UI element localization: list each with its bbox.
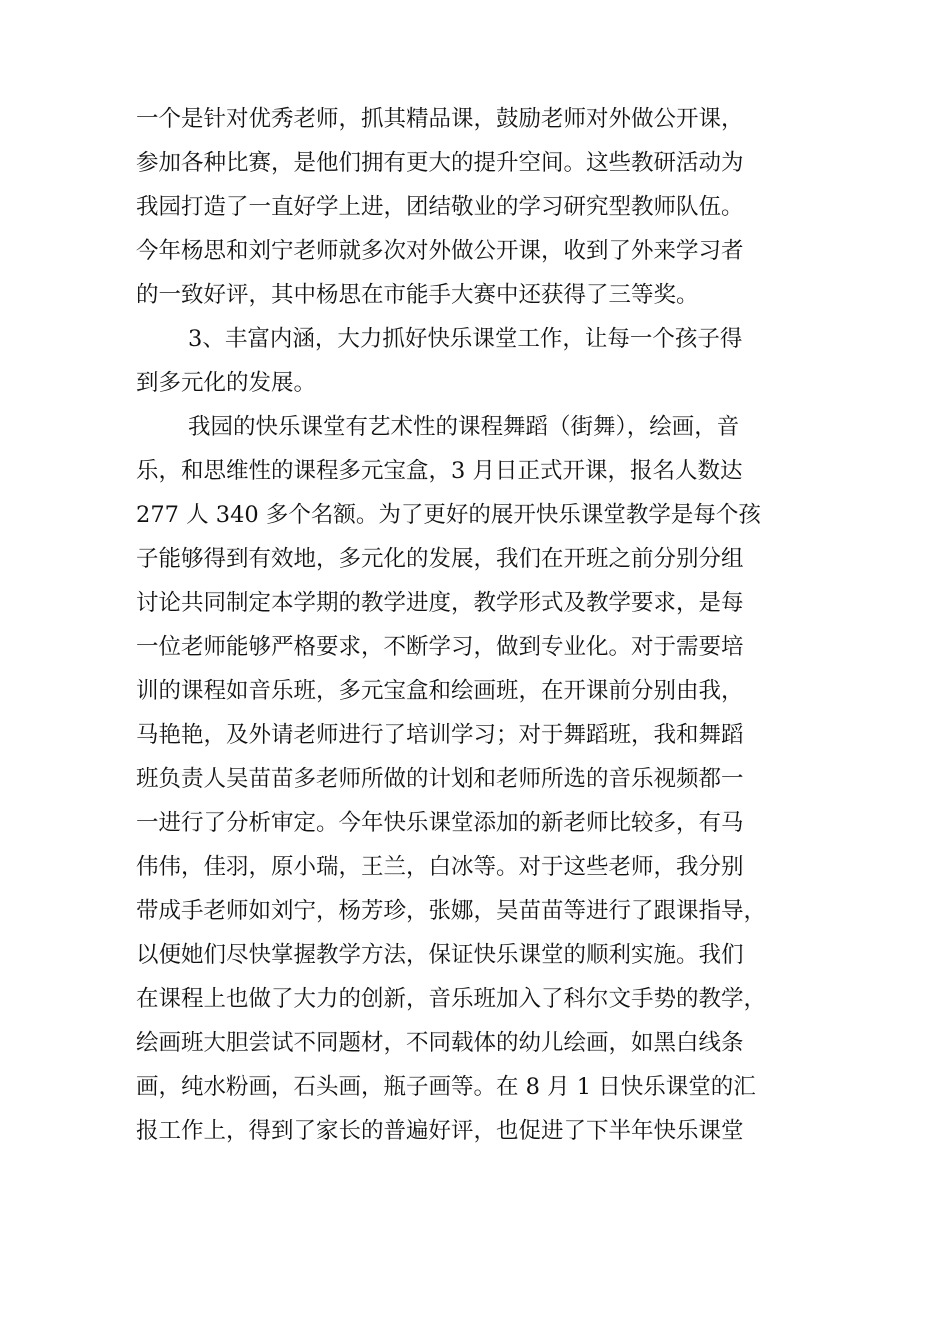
text-line: 绘画班大胆尝试不同题材，不同载体的幼儿绘画，如黑白线条 — [136, 1030, 744, 1056]
text-line: 一个是针对优秀老师，抓其精品课，鼓励老师对外做公开课， — [136, 106, 744, 132]
text-line: 在课程上也做了大力的创新，音乐班加入了科尔文手势的教学， — [136, 986, 767, 1012]
text-line: 今年杨思和刘宁老师就多次对外做公开课，收到了外来学习者 — [136, 238, 744, 264]
text-line: 子能够得到有效地，多元化的发展，我们在开班之前分别分组 — [136, 546, 744, 572]
text-line: 以便她们尽快掌握教学方法，保证快乐课堂的顺利实施。我们 — [136, 942, 744, 968]
text-line: 伟伟，佳羽，原小瑞，王兰，白冰等。对于这些老师，我分别 — [136, 854, 744, 880]
text-line: 我园打造了一直好学上进，团结敬业的学习研究型教师队伍。 — [136, 194, 744, 220]
section-heading: 3、丰富内涵，大力抓好快乐课堂工作，让每一个孩子得 — [188, 326, 743, 352]
text-line: 画，纯水粉画，石头画，瓶子画等。在 8 月 1 日快乐课堂的汇 — [136, 1074, 756, 1100]
text-line: 277 人 340 多个名额。为了更好的展开快乐课堂教学是每个孩 — [136, 502, 761, 528]
body-text — [136, 97, 836, 1153]
text-line: 班负责人吴苗苗多老师所做的计划和老师所选的音乐视频都一 — [136, 766, 744, 792]
text-line: 一进行了分析审定。今年快乐课堂添加的新老师比较多，有马 — [136, 810, 744, 836]
text-line: 训的课程如音乐班，多元宝盒和绘画班，在开课前分别由我， — [136, 678, 744, 704]
text-line: 带成手老师如刘宁，杨芳珍，张娜，吴苗苗等进行了跟课指导， — [136, 898, 767, 924]
text-line: 讨论共同制定本学期的教学进度，教学形式及教学要求，是每 — [136, 590, 744, 616]
text-line: 报工作上，得到了家长的普遍好评，也促进了下半年快乐课堂 — [136, 1118, 744, 1144]
paragraph-start-line: 我园的快乐课堂有艺术性的课程舞蹈（街舞），绘画，音 — [188, 414, 740, 440]
text-line: 马艳艳，及外请老师进行了培训学习；对于舞蹈班，我和舞蹈 — [136, 722, 744, 748]
text-line: 一位老师能够严格要求，不断学习，做到专业化。对于需要培 — [136, 634, 744, 660]
text-line: 的一致好评，其中杨思在市能手大赛中还获得了三等奖。 — [136, 282, 699, 308]
text-line: 乐，和思维性的课程多元宝盒，3 月日正式开课，报名人数达 — [136, 458, 743, 484]
section-heading-continuation: 到多元化的发展。 — [136, 370, 317, 396]
text-line: 参加各种比赛，是他们拥有更大的提升空间。这些教研活动为 — [136, 150, 744, 176]
